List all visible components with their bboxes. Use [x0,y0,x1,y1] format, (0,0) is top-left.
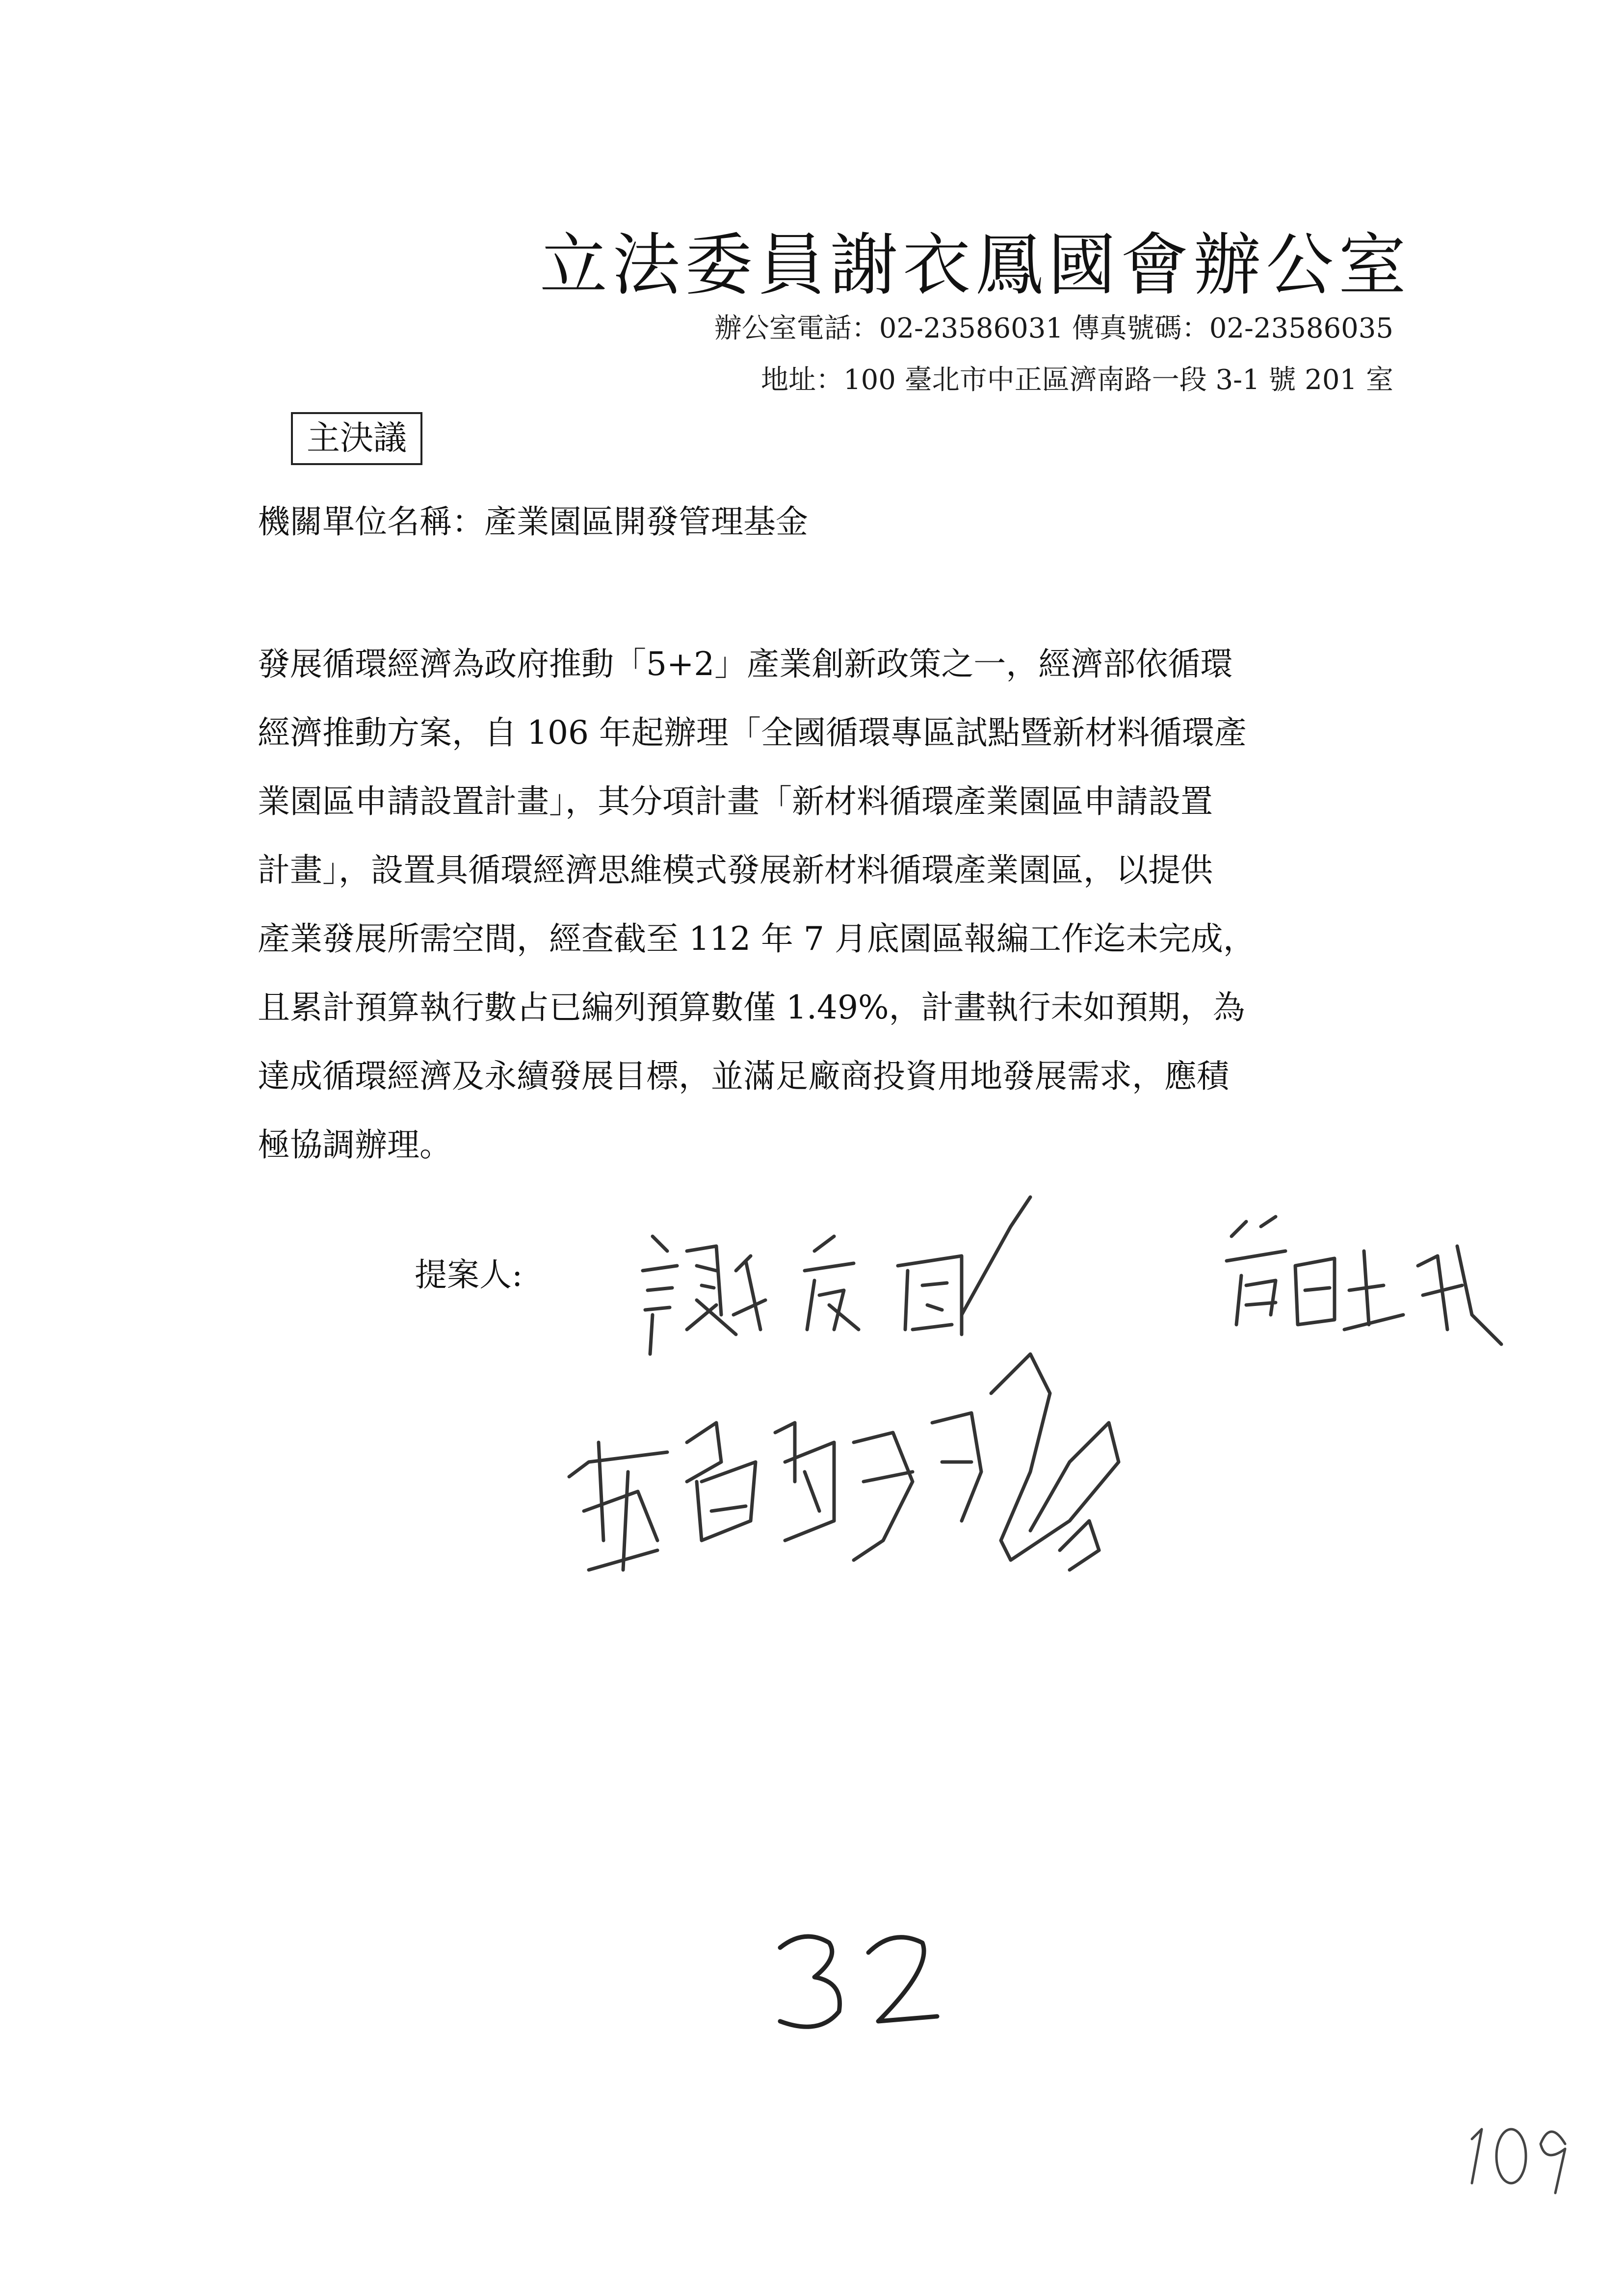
signature-2 [805,1197,1030,1334]
office-address: 地址：100 臺北市中正區濟南路一段 3-1 號 201 室 [761,364,1393,396]
handwritten-page-number [765,1923,952,2041]
body-text-line: 極協調辦理。 [258,1126,452,1164]
signature-3 [1227,1217,1501,1344]
body-text-line: 計畫」，設置具循環經濟思維模式發展新材料循環產業園區，以提供 [258,851,1213,889]
agency-name-line: 機關單位名稱：產業園區開發管理基金 [258,503,808,541]
office-phone-fax: 辦公室電話：02-23586031 傳真號碼：02-23586035 [714,313,1393,344]
body-text-line: 業園區申請設置計畫」，其分項計畫「新材料循環產業園區申請設置 [258,783,1213,820]
handwritten-corner-annotation [1452,2100,1590,2198]
body-text-line: 達成循環經濟及永續發展目標，並滿足廠商投資用地發展需求，應積 [258,1057,1229,1095]
body-text-line: 發展循環經濟為政府推動「5+2」產業創新政策之一，經濟部依循環 [258,645,1233,683]
signature-1 [643,1236,765,1354]
proposer-label: 提案人: [415,1256,523,1294]
resolution-type-box: 主決議 [291,412,422,465]
body-text-line: 且累計預算執行數占已編列預算數僅 1.49%，計畫執行未如預期，為 [258,989,1245,1026]
signature-4 [569,1354,1119,1570]
proposer-signatures [540,1168,1541,1634]
body-text-line: 產業發展所需空間，經查截至 112 年 7 月底園區報編工作迄未完成， [258,920,1256,958]
office-title: 立法委員謝衣鳳國會辦公室 [540,226,1412,305]
body-text-line: 經濟推動方案，自 106 年起辦理「全國循環專區試點暨新材料循環產 [258,714,1247,752]
